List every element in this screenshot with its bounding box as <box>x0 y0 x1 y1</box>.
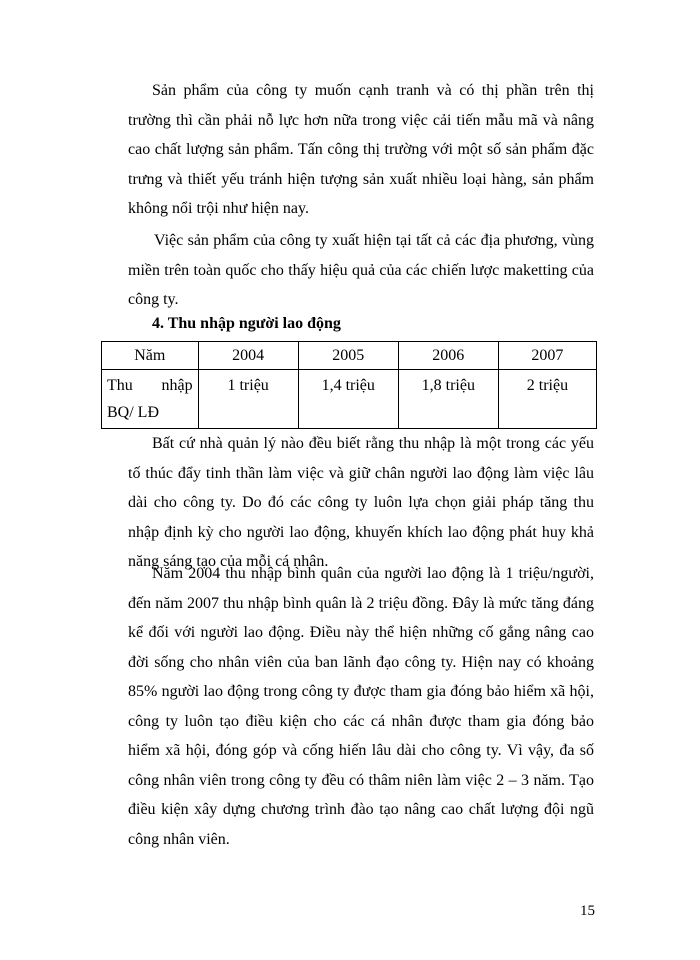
income-value: 1,4 triệu <box>321 377 375 394</box>
paragraph-income-growth: Năm 2004 thu nhập bình quân của người lao động là 1 triệu/người, đến năm 2007 thu nhập bình quân là 2 triệu đồng. Đây là mức tăng đáng kể đối với người lao động. Điều này thể hiện những cố gắng nâng cao đời sống cho nhân viên của ban lãnh đạo công ty. Hiện nay có khoảng 85% người lao động trong công ty được tham gia đóng bảo hiểm xã hội, công ty luôn tạo điều kiện cho các cá nhân được tham gia đóng bảo hiểm xã hội, đóng góp và cống hiến lâu dài cho công ty. Vì vậy, đa số công nhân viên trong công ty đều có thâm niên làm việc 2 – 3 năm. Tạo điều kiện xây dựng chương trình đào tạo nâng cao chất lượng đội ngũ công nhân viên. <box>128 565 594 848</box>
page-number: 15 <box>580 903 595 919</box>
paragraph-nationwide-presence: Việc sản phẩm của công ty xuất hiện tại tất cả các địa phương, vùng miền trên toàn quốc cho thấy hiệu quả của các chiến lược maketting của công ty. <box>128 232 594 308</box>
income-value: 1,8 triệu <box>421 377 475 394</box>
row-label-word: Thu <box>107 377 133 394</box>
row-label-word: nhập <box>161 377 193 394</box>
section-heading: 4. Thu nhập người lao động <box>152 315 341 332</box>
income-value: 1 triệu <box>227 377 269 394</box>
paragraph-product-competition: Sản phẩm của công ty muốn cạnh tranh và có thị phần trên thị trường thì cần phải nỗ lực hơn nữa trong việc cải tiến mẫu mã và nâng cao chất lượng sản phẩm. Tấn công thị trường với một số sản phẩm đặc trưng và thiết yếu tránh hiện tượng sản xuất nhiều loại hàng, sản phẩm không nổi trội như hiện nay. <box>128 82 594 217</box>
table-header-cell: Năm <box>102 342 199 370</box>
table-header-cell: 2007 <box>498 342 596 370</box>
row-label <box>102 370 198 426</box>
row-label-line1 <box>107 372 193 399</box>
table-cell <box>298 370 398 429</box>
income-value: 2 triệu <box>526 377 569 394</box>
table-row <box>102 370 597 429</box>
table-header-cell: 2004 <box>198 342 298 370</box>
table-header-row <box>102 342 597 370</box>
row-label-line2: BQ/ LĐ <box>107 404 159 421</box>
table-header-cell: 2006 <box>398 342 498 370</box>
table-row-label-cell <box>102 370 199 429</box>
table-cell <box>498 370 596 429</box>
table-cell <box>398 370 498 429</box>
paragraph-income-motivation: Bất cứ nhà quản lý nào đều biết rằng thu nhập là một trong các yếu tố thúc đẩy tinh thần làm việc và giữ chân người lao động làm việc lâu dài cho công ty. Do đó các công ty luôn lựa chọn giải pháp tăng thu nhập định kỳ cho người lao động, khuyến khích lao động phát huy khả năng sáng tạo của mỗi cá nhân. <box>128 435 594 570</box>
income-table <box>101 341 597 429</box>
table-header-cell: 2005 <box>298 342 398 370</box>
table-cell <box>198 370 298 429</box>
